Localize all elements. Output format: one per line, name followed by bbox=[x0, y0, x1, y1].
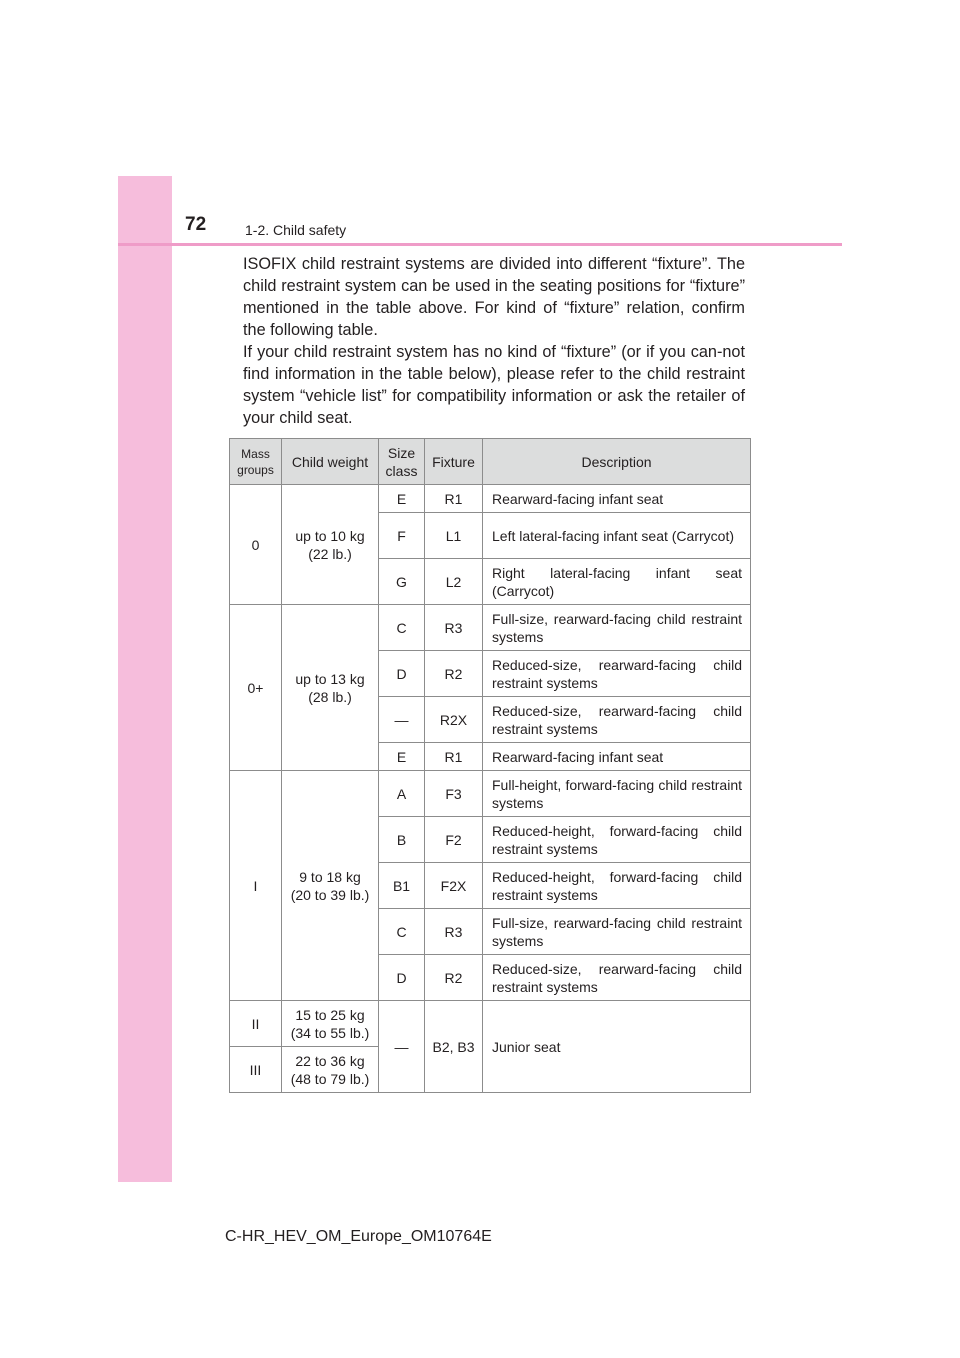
header-rule bbox=[118, 243, 842, 246]
header-size-class: Size class bbox=[379, 439, 425, 485]
description-cell: Reduced-height, forward-facing child restraint systems bbox=[483, 817, 751, 863]
child-weight-cell: 22 to 36 kg (48 to 79 lb.) bbox=[282, 1047, 379, 1093]
size-class-cell: C bbox=[379, 605, 425, 651]
header-description: Description bbox=[483, 439, 751, 485]
body-paragraph: If your child restraint system has no kind of “fixture” (or if you can-not find information in the table below), please refer to the child restraint system “vehicle list” for compatibility information or ask the retailer of your child seat. bbox=[243, 343, 745, 427]
fixture-cell: F3 bbox=[425, 771, 483, 817]
table-row bbox=[230, 771, 751, 817]
mass-group-cell: 0 bbox=[230, 485, 282, 605]
body-text bbox=[243, 253, 745, 429]
child-weight-cell: 9 to 18 kg (20 to 39 lb.) bbox=[282, 771, 379, 1001]
fixture-cell: B2, B3 bbox=[425, 1001, 483, 1093]
fixture-table bbox=[229, 438, 751, 1093]
size-class-cell: — bbox=[379, 697, 425, 743]
page-number: 72 bbox=[185, 214, 207, 235]
table-row bbox=[230, 1001, 751, 1047]
description-cell: Reduced-height, forward-facing child restraint systems bbox=[483, 863, 751, 909]
fixture-cell: F2X bbox=[425, 863, 483, 909]
fixture-cell: F2 bbox=[425, 817, 483, 863]
child-weight-cell: up to 10 kg (22 lb.) bbox=[282, 485, 379, 605]
fixture-cell: L2 bbox=[425, 559, 483, 605]
header-fixture: Fixture bbox=[425, 439, 483, 485]
description-cell: Reduced-size, rearward-facing child restraint systems bbox=[483, 697, 751, 743]
fixture-cell: R3 bbox=[425, 605, 483, 651]
size-class-cell: — bbox=[379, 1001, 425, 1093]
fixture-cell: R2 bbox=[425, 955, 483, 1001]
size-class-cell: C bbox=[379, 909, 425, 955]
mass-group-cell: III bbox=[230, 1047, 282, 1093]
fixture-cell: L1 bbox=[425, 513, 483, 559]
size-class-cell: E bbox=[379, 485, 425, 513]
footer-document-code: C-HR_HEV_OM_Europe_OM10764E bbox=[225, 1228, 492, 1245]
table-row bbox=[230, 485, 751, 513]
header-mass-groups: Mass groups bbox=[230, 439, 282, 485]
child-weight-cell: up to 13 kg (28 lb.) bbox=[282, 605, 379, 771]
fixture-cell: R1 bbox=[425, 485, 483, 513]
size-class-cell: D bbox=[379, 651, 425, 697]
section-title: 1-2. Child safety bbox=[245, 222, 347, 238]
description-cell: Rearward-facing infant seat bbox=[483, 743, 751, 771]
header-child-weight: Child weight bbox=[282, 439, 379, 485]
size-class-cell: D bbox=[379, 955, 425, 1001]
fixture-cell: R1 bbox=[425, 743, 483, 771]
size-class-cell: B bbox=[379, 817, 425, 863]
size-class-cell: G bbox=[379, 559, 425, 605]
side-tab-band bbox=[118, 176, 172, 1182]
size-class-cell: A bbox=[379, 771, 425, 817]
fixture-cell: R2X bbox=[425, 697, 483, 743]
mass-group-cell: 0+ bbox=[230, 605, 282, 771]
table-row bbox=[230, 605, 751, 651]
fixture-cell: R3 bbox=[425, 909, 483, 955]
description-cell: Junior seat bbox=[483, 1001, 751, 1093]
table-header-row bbox=[230, 439, 751, 485]
description-cell: Full-height, forward-facing child restraint systems bbox=[483, 771, 751, 817]
description-cell: Right lateral-facing infant seat (Carrycot) bbox=[483, 559, 751, 605]
description-cell: Rearward-facing infant seat bbox=[483, 485, 751, 513]
mass-group-cell: II bbox=[230, 1001, 282, 1047]
description-cell: Left lateral-facing infant seat (Carrycot) bbox=[483, 513, 751, 559]
description-cell: Full-size, rearward-facing child restraint systems bbox=[483, 605, 751, 651]
fixture-cell: R2 bbox=[425, 651, 483, 697]
description-cell: Reduced-size, rearward-facing child restraint systems bbox=[483, 651, 751, 697]
description-cell: Reduced-size, rearward-facing child restraint systems bbox=[483, 955, 751, 1001]
mass-group-cell: I bbox=[230, 771, 282, 1001]
size-class-cell: B1 bbox=[379, 863, 425, 909]
body-paragraph: ISOFIX child restraint systems are divided into different “fixture”. The child restraint system can be used in the seating positions for “fixture” mentioned in the table above. For kind of “fixture” relation, confirm the following table. bbox=[243, 255, 745, 339]
child-weight-cell: 15 to 25 kg (34 to 55 lb.) bbox=[282, 1001, 379, 1047]
size-class-cell: E bbox=[379, 743, 425, 771]
size-class-cell: F bbox=[379, 513, 425, 559]
description-cell: Full-size, rearward-facing child restraint systems bbox=[483, 909, 751, 955]
